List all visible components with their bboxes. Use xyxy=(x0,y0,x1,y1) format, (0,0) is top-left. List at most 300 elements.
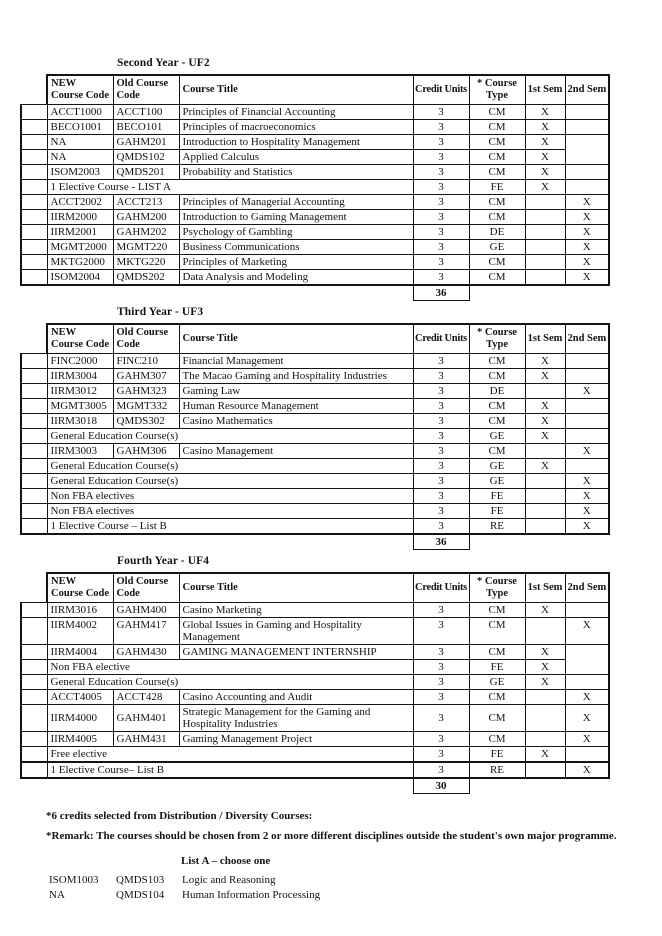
second-sem-mark: X xyxy=(565,705,609,732)
course-title: Strategic Management for the Gaming and Hospitality Industries xyxy=(179,705,413,732)
course-title: Casino Accounting and Audit xyxy=(179,690,413,705)
credit-units: 3 xyxy=(413,762,469,778)
new-course-code: FINC2000 xyxy=(47,354,113,369)
new-course-code: IIRM3018 xyxy=(47,414,113,429)
course-title: Probability and Statistics xyxy=(179,165,413,180)
first-sem-mark: X xyxy=(525,135,565,150)
new-course-code: IIRM3016 xyxy=(47,603,113,618)
credit-units: 3 xyxy=(413,459,469,474)
first-sem-mark xyxy=(525,705,565,732)
footnotes xyxy=(20,809,662,844)
second-sem-mark: X xyxy=(565,489,609,504)
column-header: 1st Sem xyxy=(525,75,565,105)
course-type: FE xyxy=(469,180,525,195)
list-course-title: Logic and Reasoning xyxy=(182,873,276,886)
first-sem-mark: X xyxy=(525,369,565,384)
course-type: CM xyxy=(469,414,525,429)
row-left-gutter xyxy=(21,180,47,195)
column-header: * Course Type xyxy=(469,75,525,105)
course-type: CM xyxy=(469,369,525,384)
second-sem-mark xyxy=(565,747,609,763)
course-type: FE xyxy=(469,504,525,519)
second-sem-mark: X xyxy=(565,255,609,270)
credit-units: 3 xyxy=(413,429,469,444)
section-fourth-year xyxy=(20,555,662,794)
row-left-gutter xyxy=(21,645,47,660)
column-header: Course Title xyxy=(179,573,413,603)
row-span-label: General Education Course(s) xyxy=(47,675,413,690)
course-table-second-year xyxy=(20,74,610,301)
row-left-gutter xyxy=(21,384,47,399)
row-left-gutter xyxy=(21,195,47,210)
course-type: CM xyxy=(469,399,525,414)
old-course-code: MKTG220 xyxy=(113,255,179,270)
old-course-code: ACCT428 xyxy=(113,690,179,705)
course-title: Business Communications xyxy=(179,240,413,255)
first-sem-mark: X xyxy=(525,459,565,474)
first-sem-mark xyxy=(525,270,565,286)
credit-units: 3 xyxy=(413,414,469,429)
first-sem-mark: X xyxy=(525,354,565,369)
old-course-code: ACCT100 xyxy=(113,105,179,120)
course-title: Principles of Financial Accounting xyxy=(179,105,413,120)
credit-units: 3 xyxy=(413,135,469,150)
list-old-course-code: QMDS104 xyxy=(116,889,165,902)
row-left-gutter xyxy=(21,240,47,255)
row-left-gutter xyxy=(21,399,47,414)
second-sem-mark: X xyxy=(565,270,609,286)
new-course-code: ACCT4005 xyxy=(47,690,113,705)
total-filler xyxy=(469,534,609,550)
new-course-code: ACCT1000 xyxy=(47,105,113,120)
first-sem-mark xyxy=(525,519,565,535)
second-sem-mark: X xyxy=(565,762,609,778)
course-title: Introduction to Gaming Management xyxy=(179,210,413,225)
row-left-gutter xyxy=(21,270,47,286)
second-sem-mark xyxy=(565,645,609,675)
second-sem-mark xyxy=(565,414,609,429)
credit-units: 3 xyxy=(413,150,469,165)
credit-units: 3 xyxy=(413,645,469,660)
course-type: FE xyxy=(469,489,525,504)
second-sem-mark: X xyxy=(565,384,609,399)
column-header: NEW Course Code xyxy=(47,573,113,603)
row-left-gutter xyxy=(21,618,47,645)
second-sem-mark: X xyxy=(565,474,609,489)
credit-units: 3 xyxy=(413,240,469,255)
course-title: Introduction to Hospitality Management xyxy=(179,135,413,150)
second-sem-mark xyxy=(565,180,609,195)
course-type: CM xyxy=(469,603,525,618)
first-sem-mark: X xyxy=(525,747,565,763)
first-sem-mark: X xyxy=(525,429,565,444)
new-course-code: ISOM2004 xyxy=(47,270,113,286)
row-left-gutter xyxy=(21,660,47,675)
new-course-code: IIRM3003 xyxy=(47,444,113,459)
course-type: CM xyxy=(469,690,525,705)
course-type: FE xyxy=(469,660,525,675)
old-course-code: GAHM400 xyxy=(113,603,179,618)
course-type: CM xyxy=(469,255,525,270)
column-header: Course Title xyxy=(179,324,413,354)
column-header: * Course Type xyxy=(469,573,525,603)
total-filler xyxy=(469,285,609,301)
course-title: Casino Mathematics xyxy=(179,414,413,429)
course-type: CM xyxy=(469,354,525,369)
credit-units: 3 xyxy=(413,195,469,210)
row-left-gutter xyxy=(21,504,47,519)
column-header: * Course Type xyxy=(469,324,525,354)
credit-units: 3 xyxy=(413,504,469,519)
row-left-gutter xyxy=(21,120,47,135)
row-left-gutter xyxy=(21,354,47,369)
second-sem-mark xyxy=(565,429,609,444)
credit-units: 3 xyxy=(413,120,469,135)
new-course-code: NA xyxy=(47,135,113,150)
second-sem-mark: X xyxy=(565,690,609,705)
first-sem-mark xyxy=(525,618,565,645)
row-left-gutter xyxy=(21,369,47,384)
row-left-gutter xyxy=(21,732,47,747)
new-course-code: IIRM2001 xyxy=(47,225,113,240)
curriculum-document xyxy=(20,57,662,904)
list-a-title: List A – choose one xyxy=(181,854,271,867)
row-span-label: 1 Elective Course – List B xyxy=(47,519,413,535)
column-header: Old Course Code xyxy=(113,573,179,603)
old-course-code: MGMT332 xyxy=(113,399,179,414)
total-filler xyxy=(21,285,413,301)
course-type: CM xyxy=(469,270,525,286)
second-sem-mark: X xyxy=(565,519,609,535)
course-title: Principles of Managerial Accounting xyxy=(179,195,413,210)
credit-units: 3 xyxy=(413,354,469,369)
first-sem-mark: X xyxy=(525,675,565,690)
row-left-gutter xyxy=(21,519,47,535)
list-item xyxy=(46,888,662,904)
course-type: RE xyxy=(469,519,525,535)
distribution-note: *6 credits selected from Distribution / Diversity Courses: xyxy=(46,810,313,822)
row-left-gutter xyxy=(21,150,47,165)
course-type: CM xyxy=(469,732,525,747)
row-left-gutter xyxy=(21,705,47,732)
first-sem-mark xyxy=(525,690,565,705)
row-left-gutter xyxy=(21,459,47,474)
course-type: CM xyxy=(469,195,525,210)
list-new-course-code: ISOM1003 xyxy=(49,873,99,886)
first-sem-mark xyxy=(525,195,565,210)
course-title: Casino Management xyxy=(179,444,413,459)
credit-units: 3 xyxy=(413,705,469,732)
course-type: GE xyxy=(469,240,525,255)
first-sem-mark: X xyxy=(525,603,565,618)
old-course-code: GAHM201 xyxy=(113,135,179,150)
first-sem-mark xyxy=(525,732,565,747)
new-course-code: IIRM3012 xyxy=(47,384,113,399)
course-type: GE xyxy=(469,429,525,444)
course-type: GE xyxy=(469,474,525,489)
row-span-label: 1 Elective Course– List B xyxy=(47,762,413,778)
row-span-label: General Education Course(s) xyxy=(47,474,413,489)
header-ghost-cell xyxy=(21,573,47,603)
column-header: 2nd Sem xyxy=(565,573,609,603)
course-title: Human Resource Management xyxy=(179,399,413,414)
column-header: 2nd Sem xyxy=(565,324,609,354)
course-type: CM xyxy=(469,618,525,645)
credit-units: 3 xyxy=(413,444,469,459)
column-header: Credit Units xyxy=(413,324,469,354)
new-course-code: ACCT2002 xyxy=(47,195,113,210)
list-course-title: Human Information Processing xyxy=(182,889,321,902)
second-sem-mark: X xyxy=(565,444,609,459)
credit-units: 3 xyxy=(413,369,469,384)
second-sem-mark xyxy=(565,399,609,414)
course-type: CM xyxy=(469,645,525,660)
first-sem-mark xyxy=(525,762,565,778)
row-span-label: Non FBA electives xyxy=(47,504,413,519)
new-course-code: ISOM2003 xyxy=(47,165,113,180)
row-left-gutter xyxy=(21,225,47,240)
header-ghost-cell xyxy=(21,324,47,354)
new-course-code: IIRM3004 xyxy=(47,369,113,384)
column-header: Credit Units xyxy=(413,573,469,603)
row-left-gutter xyxy=(21,210,47,225)
total-filler xyxy=(469,778,609,794)
course-title: Applied Calculus xyxy=(179,150,413,165)
course-type: GE xyxy=(469,675,525,690)
list-a-section xyxy=(46,855,662,904)
second-sem-mark xyxy=(565,165,609,180)
first-sem-mark: X xyxy=(525,660,565,675)
course-table-fourth-year xyxy=(20,572,610,794)
course-type: CM xyxy=(469,705,525,732)
first-sem-mark xyxy=(525,210,565,225)
course-type: CM xyxy=(469,210,525,225)
credit-units: 3 xyxy=(413,660,469,675)
course-type: CM xyxy=(469,135,525,150)
credit-units: 3 xyxy=(413,105,469,120)
first-sem-mark xyxy=(525,489,565,504)
total-credits: 36 xyxy=(413,285,469,301)
course-type: RE xyxy=(469,762,525,778)
new-course-code: BECO1001 xyxy=(47,120,113,135)
first-sem-mark: X xyxy=(525,165,565,180)
credit-units: 3 xyxy=(413,690,469,705)
column-header: NEW Course Code xyxy=(47,324,113,354)
old-course-code: QMDS302 xyxy=(113,414,179,429)
new-course-code: MGMT3005 xyxy=(47,399,113,414)
second-sem-mark: X xyxy=(565,225,609,240)
credit-units: 3 xyxy=(413,519,469,535)
row-left-gutter xyxy=(21,603,47,618)
course-type: DE xyxy=(469,384,525,399)
column-header: 1st Sem xyxy=(525,573,565,603)
credit-units: 3 xyxy=(413,270,469,286)
old-course-code: QMDS102 xyxy=(113,150,179,165)
second-sem-mark xyxy=(565,135,609,165)
course-title: Global Issues in Gaming and Hospitality Management xyxy=(179,618,413,645)
row-span-label: 1 Elective Course - LIST A xyxy=(47,180,413,195)
old-course-code: GAHM417 xyxy=(113,618,179,645)
credit-units: 3 xyxy=(413,489,469,504)
first-sem-mark: X xyxy=(525,150,565,165)
course-type: CM xyxy=(469,150,525,165)
course-title: Data Analysis and Modeling xyxy=(179,270,413,286)
table-title-fourth-year: Fourth Year - UF4 xyxy=(117,555,210,567)
total-filler xyxy=(21,778,413,794)
new-course-code: IIRM4002 xyxy=(47,618,113,645)
column-header: Old Course Code xyxy=(113,75,179,105)
credit-units: 3 xyxy=(413,618,469,645)
course-type: GE xyxy=(469,459,525,474)
course-title: Gaming Law xyxy=(179,384,413,399)
credit-units: 3 xyxy=(413,255,469,270)
section-third-year xyxy=(20,306,662,550)
course-title: Casino Marketing xyxy=(179,603,413,618)
course-title: Gaming Management Project xyxy=(179,732,413,747)
old-course-code: GAHM202 xyxy=(113,225,179,240)
old-course-code: GAHM401 xyxy=(113,705,179,732)
second-sem-mark xyxy=(565,120,609,135)
row-left-gutter xyxy=(21,105,47,120)
column-header: 1st Sem xyxy=(525,324,565,354)
column-header: Credit Units xyxy=(413,75,469,105)
row-left-gutter xyxy=(21,429,47,444)
column-header: NEW Course Code xyxy=(47,75,113,105)
credit-units: 3 xyxy=(413,180,469,195)
credit-units: 3 xyxy=(413,675,469,690)
old-course-code: GAHM307 xyxy=(113,369,179,384)
list-item xyxy=(46,873,662,889)
first-sem-mark xyxy=(525,474,565,489)
second-sem-mark xyxy=(565,369,609,384)
course-title: Financial Management xyxy=(179,354,413,369)
course-table-third-year xyxy=(20,323,610,550)
new-course-code: IIRM4004 xyxy=(47,645,113,660)
course-title: Psychology of Gambling xyxy=(179,225,413,240)
credit-units: 3 xyxy=(413,225,469,240)
row-left-gutter xyxy=(21,690,47,705)
new-course-code: NA xyxy=(47,150,113,165)
first-sem-mark xyxy=(525,240,565,255)
old-course-code: GAHM430 xyxy=(113,645,179,660)
second-sem-mark: X xyxy=(565,210,609,225)
course-title: GAMING MANAGEMENT INTERNSHIP xyxy=(179,645,413,660)
credit-units: 3 xyxy=(413,603,469,618)
row-left-gutter xyxy=(21,474,47,489)
second-sem-mark: X xyxy=(565,618,609,645)
second-sem-mark xyxy=(565,459,609,474)
total-credits: 36 xyxy=(413,534,469,550)
old-course-code: ACCT213 xyxy=(113,195,179,210)
row-left-gutter xyxy=(21,489,47,504)
row-left-gutter xyxy=(21,762,47,778)
first-sem-mark: X xyxy=(525,414,565,429)
second-sem-mark: X xyxy=(565,240,609,255)
course-type: CM xyxy=(469,105,525,120)
second-sem-mark xyxy=(565,675,609,690)
row-left-gutter xyxy=(21,135,47,150)
second-sem-mark: X xyxy=(565,504,609,519)
column-header: Old Course Code xyxy=(113,324,179,354)
course-type: CM xyxy=(469,120,525,135)
row-span-label: Non FBA electives xyxy=(47,489,413,504)
old-course-code: QMDS202 xyxy=(113,270,179,286)
first-sem-mark: X xyxy=(525,105,565,120)
row-left-gutter xyxy=(21,747,47,763)
row-span-label: Non FBA elective xyxy=(47,660,413,675)
first-sem-mark xyxy=(525,225,565,240)
first-sem-mark: X xyxy=(525,120,565,135)
new-course-code: IIRM4005 xyxy=(47,732,113,747)
row-left-gutter xyxy=(21,444,47,459)
list-old-course-code: QMDS103 xyxy=(116,873,165,886)
row-span-label: General Education Course(s) xyxy=(47,429,413,444)
first-sem-mark xyxy=(525,444,565,459)
credit-units: 3 xyxy=(413,747,469,763)
course-title: The Macao Gaming and Hospitality Industries xyxy=(179,369,413,384)
old-course-code: QMDS201 xyxy=(113,165,179,180)
total-filler xyxy=(21,534,413,550)
course-title: Principles of Marketing xyxy=(179,255,413,270)
old-course-code: GAHM323 xyxy=(113,384,179,399)
row-left-gutter xyxy=(21,165,47,180)
credit-units: 3 xyxy=(413,732,469,747)
course-title: Principles of macroeconomics xyxy=(179,120,413,135)
second-sem-mark xyxy=(565,603,609,618)
header-ghost-cell xyxy=(21,75,47,105)
credit-units: 3 xyxy=(413,165,469,180)
first-sem-mark xyxy=(525,255,565,270)
list-new-course-code: NA xyxy=(49,889,65,902)
old-course-code: GAHM306 xyxy=(113,444,179,459)
row-left-gutter xyxy=(21,255,47,270)
new-course-code: IIRM4000 xyxy=(47,705,113,732)
row-left-gutter xyxy=(21,675,47,690)
new-course-code: MGMT2000 xyxy=(47,240,113,255)
second-sem-mark xyxy=(565,354,609,369)
credit-units: 3 xyxy=(413,210,469,225)
credit-units: 3 xyxy=(413,474,469,489)
course-type: CM xyxy=(469,165,525,180)
old-course-code: GAHM200 xyxy=(113,210,179,225)
old-course-code: GAHM431 xyxy=(113,732,179,747)
course-type: DE xyxy=(469,225,525,240)
credit-units: 3 xyxy=(413,384,469,399)
second-sem-mark: X xyxy=(565,195,609,210)
table-title-third-year: Third Year - UF3 xyxy=(117,306,204,318)
second-sem-mark: X xyxy=(565,732,609,747)
table-title-second-year: Second Year - UF2 xyxy=(117,57,210,69)
course-type: CM xyxy=(469,444,525,459)
old-course-code: FINC210 xyxy=(113,354,179,369)
first-sem-mark xyxy=(525,384,565,399)
first-sem-mark: X xyxy=(525,645,565,660)
remark-note: *Remark: The courses should be chosen from 2 or more different disciplines outside the student's own major programme. xyxy=(46,830,617,843)
second-sem-mark xyxy=(565,105,609,120)
row-span-label: Free elective xyxy=(47,747,413,763)
row-left-gutter xyxy=(21,414,47,429)
column-header: 2nd Sem xyxy=(565,75,609,105)
course-type: FE xyxy=(469,747,525,763)
credit-units: 3 xyxy=(413,399,469,414)
first-sem-mark xyxy=(525,504,565,519)
first-sem-mark: X xyxy=(525,180,565,195)
first-sem-mark: X xyxy=(525,399,565,414)
section-second-year xyxy=(20,57,662,301)
old-course-code: BECO101 xyxy=(113,120,179,135)
column-header: Course Title xyxy=(179,75,413,105)
new-course-code: MKTG2000 xyxy=(47,255,113,270)
